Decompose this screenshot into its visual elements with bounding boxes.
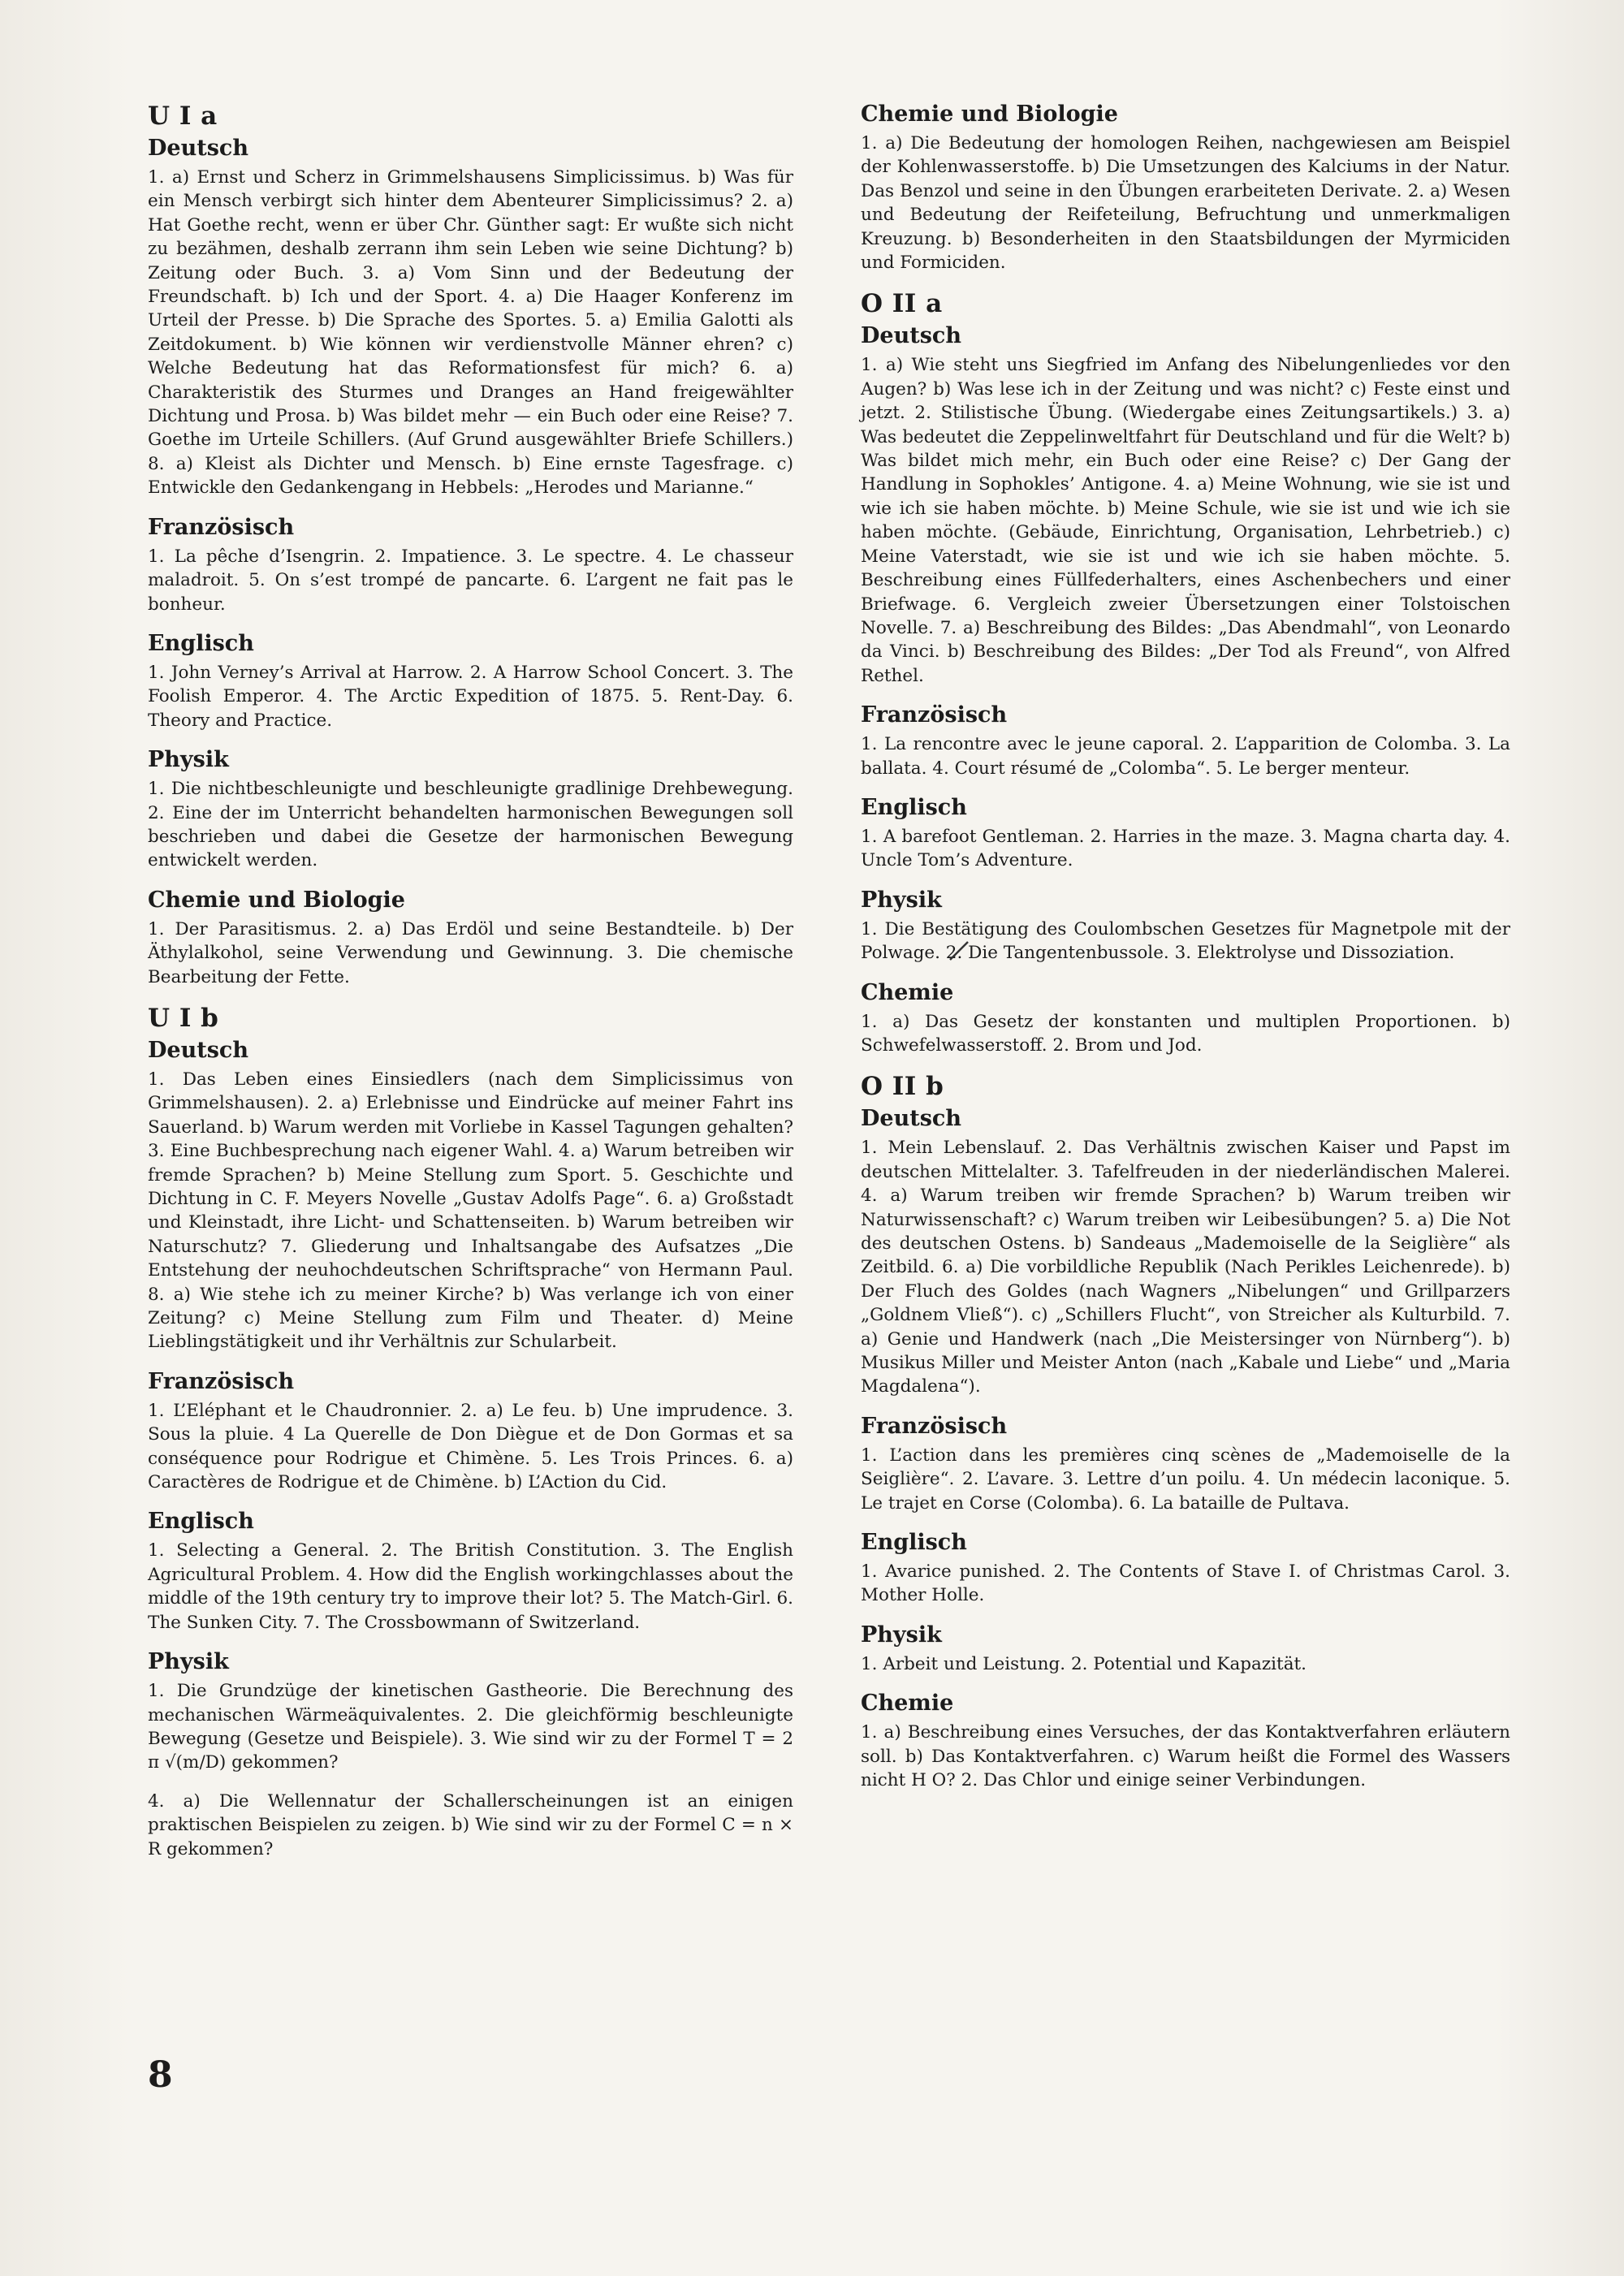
topic-list-paragraph: 1. Arbeit und Leistung. 2. Potential und Kapazität. xyxy=(861,1653,1307,1674)
topic-list-paragraph: 1. a) Das Gesetz der konstanten und multiplen Proportionen. b) Schwefelwasserstoff. 2. Brom und Jod. xyxy=(861,1011,1510,1056)
section-heading: U I b xyxy=(148,1003,219,1033)
topic-list-paragraph: 1. Die Bestätigung des Coulombschen Gesetzes für Magnetpole mit der Polwage. 2. Die Tangentenbussole. 3. Elektrolyse und Dissoziation. xyxy=(861,918,1510,964)
topic-list-paragraph: 1. Der Parasitismus. 2. a) Das Erdöl und seine Bestandteile. b) Der Äthylalkohol, seine Verwendung und Gewinnung. 3. Die chemische Bearbeitung der Fette. xyxy=(148,918,793,987)
subject-heading: Deutsch xyxy=(148,1037,248,1063)
subject-heading: Physik xyxy=(148,1649,229,1675)
topic-list-paragraph: 1. Selecting a General. 2. The British Constitution. 3. The English Agricultural Problem. 4. How did the English workingchlasses about the middle of the 19th century try to improve their lot? 5. The Match-Girl. 6. The Sunken City. 7. The Crossbowmann of Switzerland. xyxy=(148,1540,793,1633)
section-heading: O II a xyxy=(861,289,943,319)
subject-heading: Chemie und Biologie xyxy=(861,101,1118,127)
topic-list-paragraph: 1. a) Ernst und Scherz in Grimmelshausens Simplicissimus. b) Was für ein Mensch verbirgt sich hinter dem Abenteurer Simplicissimus? 2. a) Hat Goethe recht, wenn er über Chr. Günther sagt: Er wußte sich nicht zu bezähmen, deshalb zerrann ihm sein Leben wie seine Dichtung? b) Zeitung oder Buch. 3. a) Vom Sinn und der Bedeutung der Freundschaft. b) Ich und der Sport. 4. a) Die Haager Konferenz im Urteil der Presse. b) Die Sprache des Sportes. 5. a) Emilia Galotti als Zeitdokument. b) Wie können wir verdienstvolle Männer ehren? c) Welche Bedeutung hat das Reformationsfest für mich? 6. a) Charakteristik des Sturmes und Dranges an Hand freigewählter Dichtung und Prosa. b) Was bildet mehr — ein Buch oder eine Reise? 7. Goethe im Urteile Schillers. (Auf Grund ausgewählter Briefe Schillers.) 8. a) Kleist als Dichter und Mensch. b) Eine ernste Tagesfrage. c) Entwickle den Gedankengang in Hebbels: „Herodes und Marianne.“ xyxy=(148,167,793,499)
subject-heading: Physik xyxy=(861,887,942,913)
topic-list-paragraph: 1. a) Beschreibung eines Versuches, der das Kontaktverfahren erläutern soll. b) Das Kontaktverfahren. c) Warum heißt die Formel des Wassers nicht H O? 2. Das Chlor und einige seiner Verbindungen. xyxy=(861,1722,1510,1791)
topic-list-paragraph: 1. A barefoot Gentleman. 2. Harries in the maze. 3. Magna charta day. 4. Uncle Tom’s Adventure. xyxy=(861,826,1510,871)
subject-heading: Englisch xyxy=(861,1530,967,1556)
topic-list-paragraph: 1. Avarice punished. 2. The Contents of Stave I. of Christmas Carol. 3. Mother Holle. xyxy=(861,1561,1510,1606)
left-column xyxy=(148,101,793,1876)
subject-heading: Deutsch xyxy=(861,1106,961,1132)
topic-list-paragraph: 1. Mein Lebenslauf. 2. Das Verhältnis zwischen Kaiser und Papst im deutschen Mittelalter. 3. Tafelfreuden in der niederländischen Malerei. 4. a) Warum treiben wir fremde Sprachen? b) Warum treiben wir Naturwissenschaft? c) Warum treiben wir Leibesübungen? 5. a) Die Not des deutschen Ostens. b) Sandeaus „Mademoiselle de la Seiglière“ als Zeitbild. 6. a) Die vorbildliche Republik (Nach Perikles Leichenrede). b) Der Fluch des Goldes (nach Wagners „Nibelungen“ und Grillparzers „Goldnem Vließ“). c) „Schillers Flucht“, von Streicher als Kulturbild. 7. a) Genie und Handwerk (nach „Die Meistersinger von Nürnberg“). b) Musikus Miller und Meister Anton (nach „Kabale und Liebe“ und „Maria Magdalena“). xyxy=(861,1138,1510,1397)
subject-heading: Chemie und Biologie xyxy=(148,887,405,913)
topic-list-paragraph: 1. Die Grundzüge der kinetischen Gastheorie. Die Berechnung des mechanischen Wärmeäquivalentes. 2. Die gleichförmig beschleunigte Bewegung (Gesetze und Beispiele). 3. Wie sind wir zu der Formel T = 2 π √(m/D) gekommen? xyxy=(148,1681,793,1773)
topic-list-paragraph: 1. Die nichtbeschleunigte und beschleunigte gradlinige Drehbewegung. 2. Eine der im Unterricht behandelten harmonischen Bewegungen soll beschrieben und dabei die Gesetze der harmonischen Bewegung entwickelt werden. xyxy=(148,779,793,871)
subject-heading: Englisch xyxy=(148,1509,254,1535)
section-heading: U I a xyxy=(148,101,218,131)
section-heading: O II b xyxy=(861,1072,944,1102)
pen-stroke-icon xyxy=(948,940,970,961)
page-number: 8 xyxy=(148,2054,173,2096)
topic-list-paragraph: 1. Das Leben eines Einsiedlers (nach dem Simplicissimus von Grimmelshausen). 2. a) Erlebnisse und Eindrücke auf meiner Fahrt ins Sauerland. b) Warum werden mit Vorliebe in Kassel Tagungen gehalten? 3. Eine Buchbesprechung nach eigener Wahl. 4. a) Warum betreiben wir fremde Sprachen? b) Meine Stellung zum Sport. 5. Geschichte und Dichtung in C. F. Meyers Novelle „Gustav Adolfs Page“. 6. a) Großstadt und Kleinstadt, ihre Licht- und Schattenseiten. b) Warum betreiben wir Naturschutz? 7. Gliederung und Inhaltsangabe des Aufsatzes „Die Entstehung der neuhochdeutschen Schriftsprache“ von Hermann Paul. 8. a) Wie stehe ich zu meiner Kirche? b) Was verlange ich von einer Zeitung? c) Meine Stellung zum Film und Theater. d) Meine Lieblingstätigkeit und ihr Verhältnis zur Schularbeit. xyxy=(148,1069,793,1353)
topic-list-paragraph: 1. L’action dans les premières cinq scènes de „Mademoiselle de la Seiglière“. 2. L’avare. 3. Lettre d’un poilu. 4. Un médecin laconique. 5. Le trajet en Corse (Colomba). 6. La bataille de Pultava. xyxy=(861,1445,1510,1514)
topic-list-paragraph: 1. La rencontre avec le jeune caporal. 2. L’apparition de Colomba. 3. La ballata. 4. Court résumé de „Colomba“. 5. Le berger menteur. xyxy=(861,734,1510,779)
topic-list-paragraph: 1. La pêche d’Isengrin. 2. Impatience. 3. Le spectre. 4. Le chasseur maladroit. 5. On s’est trompé de pancarte. 6. L’argent ne fait pas le bonheur. xyxy=(148,546,793,615)
topic-list-paragraph: 4. a) Die Wellennatur der Schallerscheinungen ist an einigen praktischen Beispielen zu zeigen. b) Wie sind wir zu der Formel C = n × R gekommen? xyxy=(148,1790,793,1859)
subject-heading: Englisch xyxy=(148,630,254,656)
subject-heading: Englisch xyxy=(861,794,967,820)
subject-heading: Chemie xyxy=(861,979,954,1005)
subject-heading: Französisch xyxy=(861,702,1008,728)
topic-list-paragraph: 1. a) Wie steht uns Siegfried im Anfang des Nibelungenliedes vor den Augen? b) Was lese ich in der Zeitung und was nicht? c) Feste einst und jetzt. 2. Stilistische Übung. (Wiedergabe eines Zeitungsartikels.) 3. a) Was bedeutet die Zeppelinweltfahrt für Deutschland und für die Welt? b) Was bildet mich mehr, ein Buch oder eine Reise? c) Der Gang der Handlung in Sophokles’ Antigone. 4. a) Meine Wohnung, wie sie ist und wie ich sie haben möchte. b) Meine Schule, wie sie ist und wie ich sie haben möchte. (Gebäude, Einrichtung, Organisation, Lehrbetrieb.) c) Meine Vaterstadt, wie sie ist und wie ich sie haben möchte. 5. Beschreibung eines Füllfederhalters, eines Aschenbechers und einer Briefwage. 6. Vergleich zweier Übersetzungen einer Tolstoischen Novelle. 7. a) Beschreibung des Bildes: „Das Abendmahl“, von Leonardo da Vinci. b) Beschreibung des Bildes: „Der Tod als Freund“, von Alfred Rethel. xyxy=(861,355,1510,686)
topic-list-paragraph: 1. L’Eléphant et le Chaudronnier. 2. a) Le feu. b) Une imprudence. 3. Sous la pluie. 4 La Querelle de Don Diègue et de Don Gormas et sa conséquence pour Rodrigue et Chimène. 5. Les Trois Princes. 6. a) Caractères de Rodrigue et de Chimène. b) L’Action du Cid. xyxy=(148,1400,793,1493)
subject-heading: Chemie xyxy=(861,1691,954,1717)
subject-heading: Französisch xyxy=(148,1368,295,1394)
subject-heading: Physik xyxy=(861,1622,942,1648)
topic-list-paragraph: 1. a) Die Bedeutung der homologen Reihen, nachgewiesen am Beispiel der Kohlenwasserstoffe. b) Die Umsetzungen des Kalciums in der Natur. Das Benzol und seine in den Übungen erarbeiteten Derivate. 2. a) Wesen und Bedeutung der Reifeteilung, Befruchtung und unmerkmaligen Kreuzung. b) Besonderheiten in den Staatsbildungen der Myrmiciden und Formiciden. xyxy=(861,133,1510,274)
subject-heading: Deutsch xyxy=(148,136,248,161)
subject-heading: Physik xyxy=(148,747,229,773)
topic-list-paragraph: 1. John Verney’s Arrival at Harrow. 2. A Harrow School Concert. 3. The Foolish Emperor. 4. The Arctic Expedition of 1875. 5. Rent-Day. 6. Theory and Practice. xyxy=(148,662,793,731)
subject-heading: Französisch xyxy=(861,1413,1008,1439)
subject-heading: Deutsch xyxy=(861,323,961,349)
subject-heading: Französisch xyxy=(148,514,295,540)
